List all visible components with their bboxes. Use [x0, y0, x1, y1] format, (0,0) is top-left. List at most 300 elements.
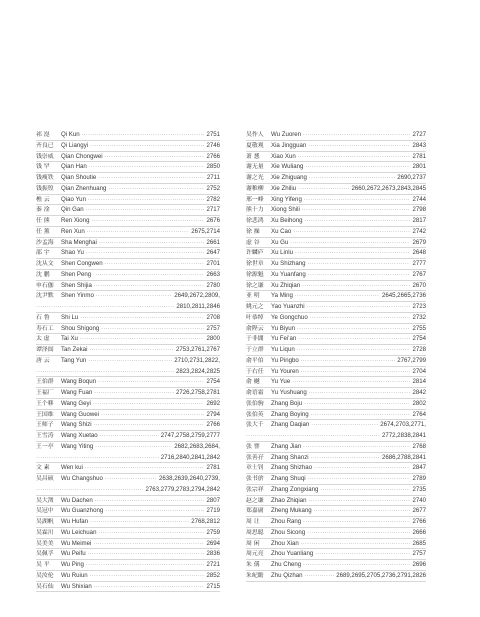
dot-leader	[101, 410, 204, 421]
page-numbers: 2649,2672,2809,	[174, 292, 220, 300]
chinese-name: 俞平伯	[246, 357, 264, 364]
dot-leader	[302, 281, 410, 292]
pinyin-name: Tai Xu	[61, 335, 78, 343]
index-entry-continuation	[36, 367, 220, 378]
dot-leader	[304, 399, 410, 410]
page-numbers: 2850	[206, 163, 220, 171]
dot-leader	[80, 313, 204, 324]
page-numbers: 2755	[412, 324, 426, 332]
index-entry	[36, 560, 220, 571]
index-entry	[246, 345, 426, 356]
page-numbers: 2800	[206, 335, 220, 343]
pinyin-name: Xu Linlu	[271, 249, 294, 257]
page-numbers: 2757	[206, 324, 220, 332]
pinyin-name: Qian Han	[61, 163, 87, 171]
index-entry	[246, 560, 426, 571]
chinese-name: 许麟庐	[246, 250, 264, 257]
dot-leader	[93, 539, 204, 550]
dot-leader	[90, 517, 189, 528]
index-entry	[246, 152, 426, 163]
pinyin-name: Wang Xuetao	[61, 432, 98, 439]
chinese-name: 邵 宇	[36, 250, 50, 257]
dot-leader	[93, 399, 205, 410]
pinyin-name: Wang Boqun	[61, 378, 97, 386]
pinyin-name: Wu Zuoren	[271, 131, 302, 138]
chinese-name: 郑嘉庸	[246, 508, 264, 515]
page-numbers: 2674,2703,2771,	[380, 421, 426, 429]
index-entry	[246, 281, 426, 292]
chinese-name: 寿石工	[36, 325, 54, 332]
index-entry	[36, 184, 220, 195]
index-entry	[36, 334, 220, 345]
index-entry	[246, 496, 426, 507]
chinese-name: 沈从文	[36, 261, 54, 267]
dot-leader	[301, 356, 395, 367]
chinese-name: 张 謇	[246, 443, 260, 450]
index-entry	[246, 313, 426, 324]
chinese-name: 虚 谷	[246, 239, 260, 246]
page-numbers: 2807	[206, 496, 220, 504]
index-entry	[246, 227, 426, 238]
index-entry	[246, 539, 426, 550]
dot-leader	[311, 420, 378, 431]
page-numbers: 2781	[412, 152, 426, 160]
page-numbers: 2767,2799	[397, 356, 426, 364]
page-numbers: 2772,2838,2841	[381, 432, 426, 439]
chinese-name: 叶恭绰	[246, 314, 264, 321]
chinese-name: 夏敬观	[246, 142, 264, 149]
dot-leader	[307, 528, 410, 539]
pinyin-name: Qin Gan	[61, 206, 84, 214]
page-numbers: 2704	[412, 367, 426, 375]
pinyin-name: Zhou Sicong	[271, 528, 306, 536]
pinyin-name: Wu Ruiun	[61, 571, 88, 579]
dot-leader	[108, 184, 204, 195]
pinyin-name: Sha Menghai	[61, 238, 97, 246]
pinyin-name: Zhu Qizhan	[271, 571, 303, 579]
chinese-name: 章士钊	[246, 465, 264, 472]
index-column-left	[36, 130, 220, 592]
index-entry	[36, 420, 220, 431]
pinyin-name: Wu Ping	[61, 561, 84, 568]
pinyin-name: Zhang Shizhao	[271, 464, 312, 472]
page-numbers: 2798	[412, 206, 426, 214]
dot-leader	[310, 313, 411, 324]
dot-leader	[298, 184, 349, 195]
dot-leader	[98, 173, 205, 184]
index-entry	[36, 431, 220, 442]
page-numbers: 2817	[412, 217, 426, 224]
index-entry	[36, 216, 220, 227]
chinese-name: 唐 云	[36, 357, 50, 364]
dot-leader	[101, 324, 204, 335]
page-numbers: 2781	[206, 464, 220, 472]
index-entry	[246, 453, 426, 464]
chinese-name: 徐悲鸿	[246, 218, 264, 224]
dot-leader	[295, 248, 410, 259]
index-entry	[246, 463, 426, 474]
index-entry	[36, 324, 220, 335]
chinese-name: 朱屺瞻	[246, 572, 264, 579]
chinese-name: 谢之光	[246, 175, 264, 181]
dot-leader	[82, 130, 205, 141]
chinese-name: 吴大澂	[36, 497, 54, 504]
dot-leader	[88, 195, 204, 206]
index-entry	[246, 162, 426, 173]
chinese-name: 周 让	[246, 519, 260, 525]
dot-leader	[309, 388, 411, 399]
chinese-name: 吴湖帆	[36, 519, 54, 525]
page-numbers: 2666	[412, 528, 426, 536]
index-entry	[36, 259, 220, 270]
page-numbers: 2753,2761,2767	[175, 346, 220, 353]
chinese-name: 徐之谦	[246, 282, 264, 289]
page-numbers: 2789	[412, 475, 426, 482]
index-entry	[246, 571, 426, 582]
chinese-name: 姚元之	[246, 304, 264, 310]
dot-leader	[314, 463, 410, 474]
dot-leader	[100, 431, 159, 442]
pinyin-name: Qian Zhenhuang	[61, 184, 107, 192]
index-entry	[36, 399, 220, 410]
dot-leader	[297, 324, 410, 335]
page-numbers: 2689,2695,2705,2736,2791,2826	[336, 571, 426, 579]
index-entry	[246, 184, 426, 195]
pinyin-name: Tang Yun	[61, 356, 87, 364]
pinyin-name: Wu Hufan	[61, 518, 88, 525]
pinyin-name: Wu Leichuan	[61, 528, 97, 536]
dot-leader	[303, 560, 410, 571]
pinyin-name: Qi Liangyi	[61, 141, 89, 149]
pinyin-name: Yao Yuanzhi	[271, 303, 305, 310]
pinyin-name: Zhang Boju	[271, 399, 303, 407]
index-entry	[36, 377, 220, 388]
page-numbers: 2810,2811,2846	[176, 303, 220, 310]
index-entry	[246, 506, 426, 517]
page-numbers: 2717	[206, 206, 220, 214]
index-entry-continuation	[246, 431, 426, 442]
chinese-name: 吴汝伦	[36, 572, 54, 579]
dot-leader	[303, 130, 410, 141]
page-numbers: 2751	[206, 131, 220, 138]
dot-leader	[305, 571, 335, 582]
pinyin-name: Tan Zekai	[61, 346, 88, 353]
pinyin-name: Yu Biyun	[271, 324, 296, 332]
chinese-name: 吴佩孚	[36, 551, 54, 558]
dot-leader	[304, 195, 411, 206]
pinyin-name: Shi Lu	[61, 313, 79, 321]
page-numbers: 2692	[206, 399, 220, 407]
page-numbers: 2768,2812	[191, 518, 220, 525]
pinyin-name: Xu Zhiqian	[271, 281, 301, 289]
dot-leader	[94, 420, 205, 431]
page-numbers: 2708	[206, 313, 220, 321]
dot-leader	[86, 560, 205, 571]
pinyin-name: Zhang Zongxiang	[271, 485, 319, 493]
index-entry	[246, 356, 426, 367]
index-entry	[36, 442, 220, 453]
pinyin-name: Zhou Rang	[271, 518, 302, 525]
pinyin-name: Ya Ming	[271, 292, 293, 300]
index-entry-continuation	[36, 453, 220, 464]
page-numbers: 2766	[412, 518, 426, 525]
chinese-name: 沈 鹏	[36, 271, 50, 278]
index-entry	[36, 238, 220, 249]
index-entry	[36, 205, 220, 216]
chinese-name: 王雪涛	[36, 433, 54, 439]
chinese-name: 周 闲	[246, 540, 260, 547]
page-numbers: 2852	[206, 571, 220, 579]
page-numbers: 2648	[412, 249, 426, 257]
pinyin-name: Xiao Xun	[271, 152, 296, 160]
pinyin-name: Wu Guanzhong	[61, 507, 104, 515]
page-numbers: 2670	[412, 281, 426, 289]
page-numbers: 2823,2824,2825	[175, 367, 220, 375]
chinese-name: 张伯英	[246, 411, 264, 418]
index-entry	[36, 388, 220, 399]
dot-leader	[91, 216, 204, 227]
dot-leader	[90, 571, 205, 582]
page-numbers: 2723	[412, 303, 426, 310]
page-numbers: 2764	[412, 410, 426, 418]
index-entry-continuation	[36, 485, 220, 496]
pinyin-name: Xu Cao	[271, 227, 292, 235]
page-numbers: 2721	[206, 561, 220, 568]
dot-leader	[301, 539, 411, 550]
page-numbers: 2744	[412, 195, 426, 203]
chinese-name: 祁 崑	[36, 132, 50, 138]
dot-leader	[90, 141, 204, 152]
index-entry	[36, 506, 220, 517]
pinyin-name: Xu Gu	[271, 238, 289, 246]
pinyin-name: Wu Changshuo	[61, 475, 103, 482]
index-entry	[246, 377, 426, 388]
pinyin-name: Shou Shigong	[61, 324, 100, 332]
index-entry	[36, 474, 220, 485]
page-numbers: 2752	[206, 184, 220, 192]
index-entry	[36, 130, 220, 141]
pinyin-name: Zhang Boying	[271, 410, 309, 418]
pinyin-name: Wang Geyi	[61, 399, 91, 407]
page-numbers: 2735	[412, 485, 426, 493]
page-numbers: 2746	[206, 141, 220, 149]
page-numbers: 2716,2840,2841,2842	[160, 453, 220, 461]
dot-leader	[305, 216, 411, 227]
page-numbers: 2726,2758,2781	[175, 389, 220, 396]
index-entry	[36, 582, 220, 593]
pinyin-name: Zhu Cheng	[271, 561, 302, 568]
chinese-name: 张伯驹	[246, 400, 264, 407]
index-column-right	[246, 130, 426, 582]
pinyin-name: Ye Gongchuo	[271, 313, 308, 321]
pinyin-name: Yu Yue	[271, 378, 291, 386]
dot-leader	[94, 388, 174, 399]
index-entry	[246, 259, 426, 270]
index-entry	[246, 474, 426, 485]
index-entry	[36, 463, 220, 474]
index-entry	[246, 173, 426, 184]
chinese-name: 沙孟海	[36, 239, 54, 246]
pinyin-name: Qi Kun	[61, 131, 80, 138]
index-entry	[246, 410, 426, 421]
index-entry	[36, 496, 220, 507]
index-entry	[36, 270, 220, 281]
pinyin-name: Zhou Xian	[271, 539, 299, 547]
dot-leader	[36, 367, 174, 378]
dot-leader	[89, 345, 174, 356]
dot-leader	[36, 453, 159, 464]
index-entry	[246, 549, 426, 560]
chinese-name: 张大千	[246, 422, 264, 429]
page-numbers: 2732	[412, 313, 426, 321]
index-entry	[36, 152, 220, 163]
pinyin-name: Qian Chongwei	[61, 152, 103, 160]
chinese-name: 徐 操	[246, 228, 260, 235]
index-entry	[246, 130, 426, 141]
dot-leader	[307, 302, 411, 313]
page-numbers: 2782	[206, 195, 220, 203]
page-numbers: 2836	[206, 550, 220, 558]
dot-leader	[295, 291, 380, 302]
dot-leader	[308, 259, 411, 270]
page-numbers: 2686,2788,2841	[381, 453, 426, 461]
chinese-name: 谭泽闿	[36, 347, 54, 353]
page-numbers: 2679	[412, 238, 426, 246]
pinyin-name: Shen Shijia	[61, 281, 92, 289]
pinyin-name: Zheng Mukang	[271, 507, 312, 515]
page-numbers: 2677	[412, 507, 426, 515]
chinese-name: 王个簃	[36, 400, 54, 407]
pinyin-name: Yu Pingbo	[271, 356, 299, 364]
index-entry	[36, 549, 220, 560]
page-numbers: 2728	[412, 346, 426, 353]
chinese-name: 王福厂	[36, 390, 54, 396]
page-numbers: 2694	[206, 539, 220, 547]
pinyin-name: Yu Liqun	[271, 346, 295, 353]
chinese-name: 张善孖	[246, 454, 264, 461]
chinese-name: 吴作人	[246, 132, 264, 138]
index-entry	[246, 141, 426, 152]
pinyin-name: Zhang Daqian	[271, 421, 310, 429]
pinyin-name: Wu Meimei	[61, 539, 92, 547]
pinyin-name: Zhang Jian	[271, 442, 302, 450]
dot-leader	[86, 205, 205, 216]
index-entry	[246, 367, 426, 378]
page-numbers: 2767	[412, 270, 426, 278]
pinyin-name: Shen Peng	[61, 270, 92, 278]
dot-leader	[315, 549, 410, 560]
dot-leader	[86, 248, 205, 259]
chinese-name: 钱瘦铁	[36, 175, 54, 181]
dot-leader	[85, 463, 205, 474]
index-entry	[36, 313, 220, 324]
chinese-name: 王师子	[36, 422, 54, 429]
page-numbers: 2661	[206, 238, 220, 246]
page-numbers: 2645,2665,2736	[381, 292, 426, 300]
dot-leader	[105, 506, 204, 517]
pinyin-name: Wang Yiting	[61, 442, 94, 450]
pinyin-name: Xu Beihong	[271, 217, 303, 224]
index-entry	[246, 485, 426, 496]
page-numbers: 2701	[206, 260, 220, 267]
page-numbers: 2780	[206, 281, 220, 289]
chinese-name: 吴霖川	[36, 529, 54, 536]
chinese-name: 亚 明	[246, 293, 260, 300]
chinese-name: 文 素	[36, 465, 50, 472]
pinyin-name: Zhang Shanzi	[271, 453, 309, 461]
chinese-name: 赵之谦	[246, 497, 264, 504]
pinyin-name: Xiong Shili	[271, 206, 300, 214]
pinyin-name: Zhang Shuqi	[271, 475, 306, 482]
chinese-name: 钱崇威	[36, 153, 54, 160]
chinese-name: 徐源魁	[246, 271, 264, 278]
chinese-name: 于右任	[246, 368, 264, 375]
pinyin-name: Yu Fei'an	[271, 335, 297, 343]
dot-leader	[98, 528, 204, 539]
chinese-name: 谢稚柳	[246, 185, 264, 192]
index-entry	[36, 356, 220, 367]
page-numbers: 2842	[412, 389, 426, 396]
page-numbers: 2759	[206, 528, 220, 536]
page-numbers: 2676	[206, 217, 220, 224]
page-numbers: 2766	[206, 152, 220, 160]
index-entry	[36, 345, 220, 356]
page-numbers: 2843	[412, 141, 426, 149]
chinese-name: 周元亮	[246, 551, 264, 558]
dot-leader	[309, 496, 411, 507]
dot-leader	[105, 152, 205, 163]
dot-leader	[309, 173, 395, 184]
chinese-name: 石 鲁	[36, 314, 50, 321]
chinese-name: 王国维	[36, 411, 54, 418]
pinyin-name: Wu Shixian	[61, 582, 92, 590]
index-entry	[36, 410, 220, 421]
chinese-name: 钱 罕	[36, 164, 50, 171]
dot-leader	[303, 442, 410, 453]
pinyin-name: Zhou Yuanliang	[271, 550, 314, 558]
index-entry	[246, 302, 426, 313]
chinese-name: 钱振锽	[36, 185, 54, 192]
chinese-name: 俞陛云	[246, 325, 264, 332]
chinese-name: 任 薰	[36, 228, 50, 235]
pinyin-name: Shao Yu	[61, 249, 84, 257]
page-numbers: 2766	[206, 421, 220, 429]
index-entry	[36, 539, 220, 550]
pinyin-name: Xie Wuliang	[271, 163, 304, 171]
index-entry	[246, 248, 426, 259]
page-numbers: 2794	[206, 410, 220, 418]
chinese-name: 任 熊	[36, 218, 50, 224]
page-numbers: 2685	[412, 539, 426, 547]
dot-leader	[98, 377, 204, 388]
page-numbers: 2715	[206, 582, 220, 590]
dot-leader	[246, 431, 380, 442]
index-entry	[246, 324, 426, 335]
chinese-name: 张宗祥	[246, 486, 264, 493]
dot-leader	[290, 238, 410, 249]
dot-leader	[301, 367, 411, 378]
pinyin-name: Wu Dachen	[61, 496, 93, 504]
page-numbers: 2754	[206, 378, 220, 386]
dot-leader	[298, 334, 410, 345]
index-entry	[246, 420, 426, 431]
pinyin-name: Xie Zhiliu	[271, 184, 297, 192]
index-entry	[36, 141, 220, 152]
pinyin-name: Qiao Yun	[61, 195, 86, 203]
chinese-name: 俞语霜	[246, 390, 264, 396]
chinese-name: 齐良已	[36, 142, 54, 149]
pinyin-name: Xie Zhiguang	[271, 174, 307, 181]
